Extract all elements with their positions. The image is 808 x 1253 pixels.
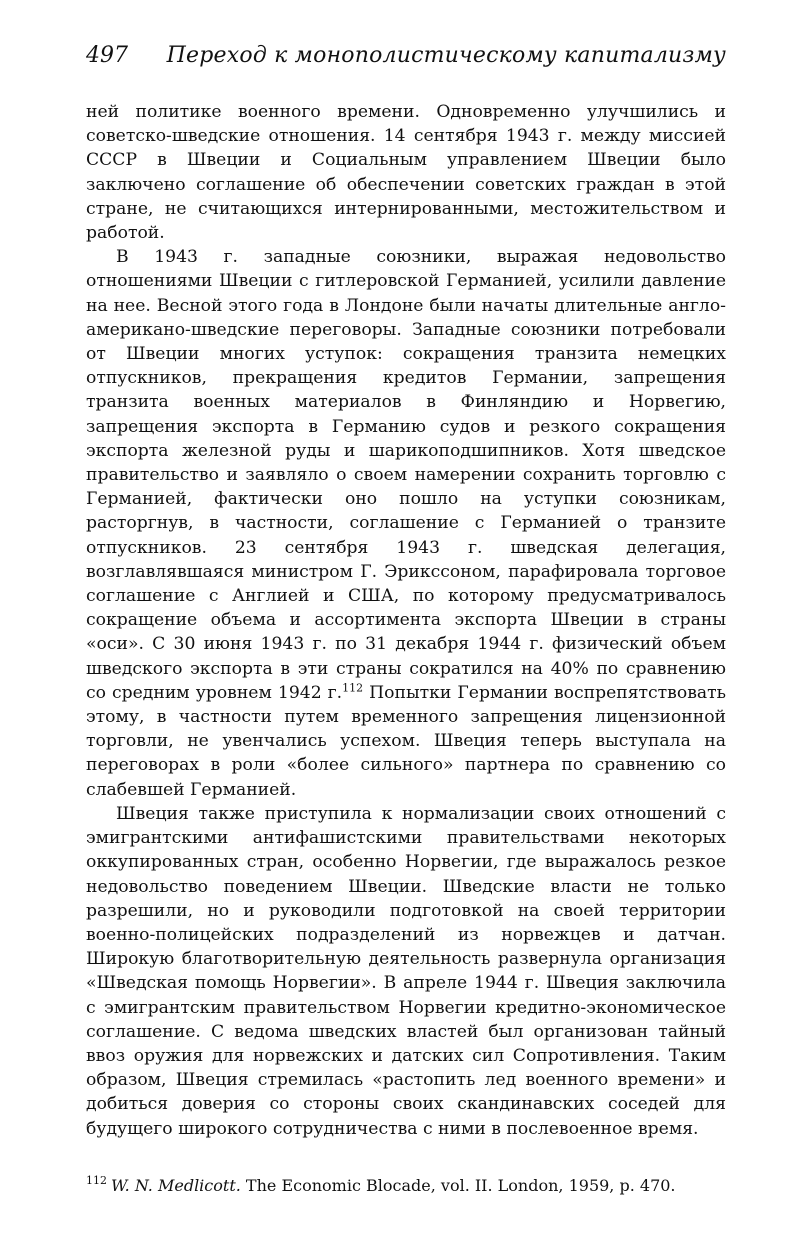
running-head: [86, 42, 726, 70]
paragraph-1: ней политике военного времени. Одновременно улучшились и советско-шведские отношения. 14 сентября 1943 г. между миссией СССР в Швеции и Социальным управлением Швеции было заключено соглашение об обеспечении советских граждан в этой стране, не считающихся интернированными, местожительством и работой.: [86, 102, 726, 244]
body-text: [86, 100, 726, 1141]
footnote-mark: 112: [86, 1174, 107, 1188]
section-title: Переход к монополистическому капитализму: [166, 43, 726, 68]
paragraph-3: Швеция также приступила к нормализации своих отношений с эмигрантскими антифашистскими правительствами некоторых оккупированных стран, особенно Норвегии, где выражалось резкое недовольство поведением Швеции. Шведские власти не только разрешили, но и руководили подготовкой на своей территории военно-полицейских подразделений из норвежцев и датчан. Широкую благотворительную деятельность развернула организация «Шведская помощь Норвегии». В апреле 1944 г. Швеция заключила с эмигрантским правительством Норвегии кредитно-экономическое соглашение. С ведома шведских властей был организован тайный ввоз оружия для норвежских и датских сил Сопротивления. Таким образом, Швеция стремилась «растопить лед военного времени» и добиться доверия со стороны своих скандинавских соседей для будущего широкого сотрудничества с ними в послевоенное время.: [86, 803, 726, 1139]
footnote: [86, 1175, 726, 1197]
page-number: 497: [86, 43, 128, 68]
footnote-reference[interactable]: 112: [342, 681, 364, 695]
footnote-author: W. N. Medlicott.: [111, 1175, 241, 1195]
book-page: [86, 42, 726, 1197]
paragraph-2-text-before: В 1943 г. западные союзники, выражая недовольство отношениями Швеции с гитлеровской Германией, усилили давление на нее. Весной этого года в Лондоне были начаты длительные англо-американо-шведские переговоры. Западные союзники потребовали от Швеции многих уступок: сокращения транзита немецких отпускников, прекращения кредитов Германии, запрещения транзита военных материалов в Финляндию и Норвегию, запрещения экспорта в Германию судов и резкого сокращения экспорта железной руды и шарикоподшипников. Хотя шведское правительство и заявляло о своем намерении сохранить торговлю с Германией, фактически оно пошло на уступки союзникам, расторгнув, в частности, соглашение с Германией о транзите отпускников. 23 сентября 1943 г. шведская делегация, возглавлявшаяся министром Г. Эрикссоном, парафировала торговое соглашение с Англией и США, по которому предусматривалось сокращение объема и ассортимента экспорта Швеции в страны «оси». С 30 июня 1943 г. по 31 декабря 1944 г. физический объем шведского экспорта в эти страны сократился на 40% по сравнению со средним уровнем 1942 г.: [86, 247, 726, 703]
footnote-citation: The Economic Blocade, vol. II. London, 1959, p. 470.: [240, 1175, 676, 1195]
paragraph-2: [86, 245, 726, 802]
paragraph-2-text-after: Попытки Германии воспрепятствовать этому, в частности путем временного запрещения лицензионной торговли, не увенчались успехом. Швеция теперь выступала на переговорах в роли «более сильного» партнера по сравнению со слабевшей Германией.: [86, 682, 727, 800]
